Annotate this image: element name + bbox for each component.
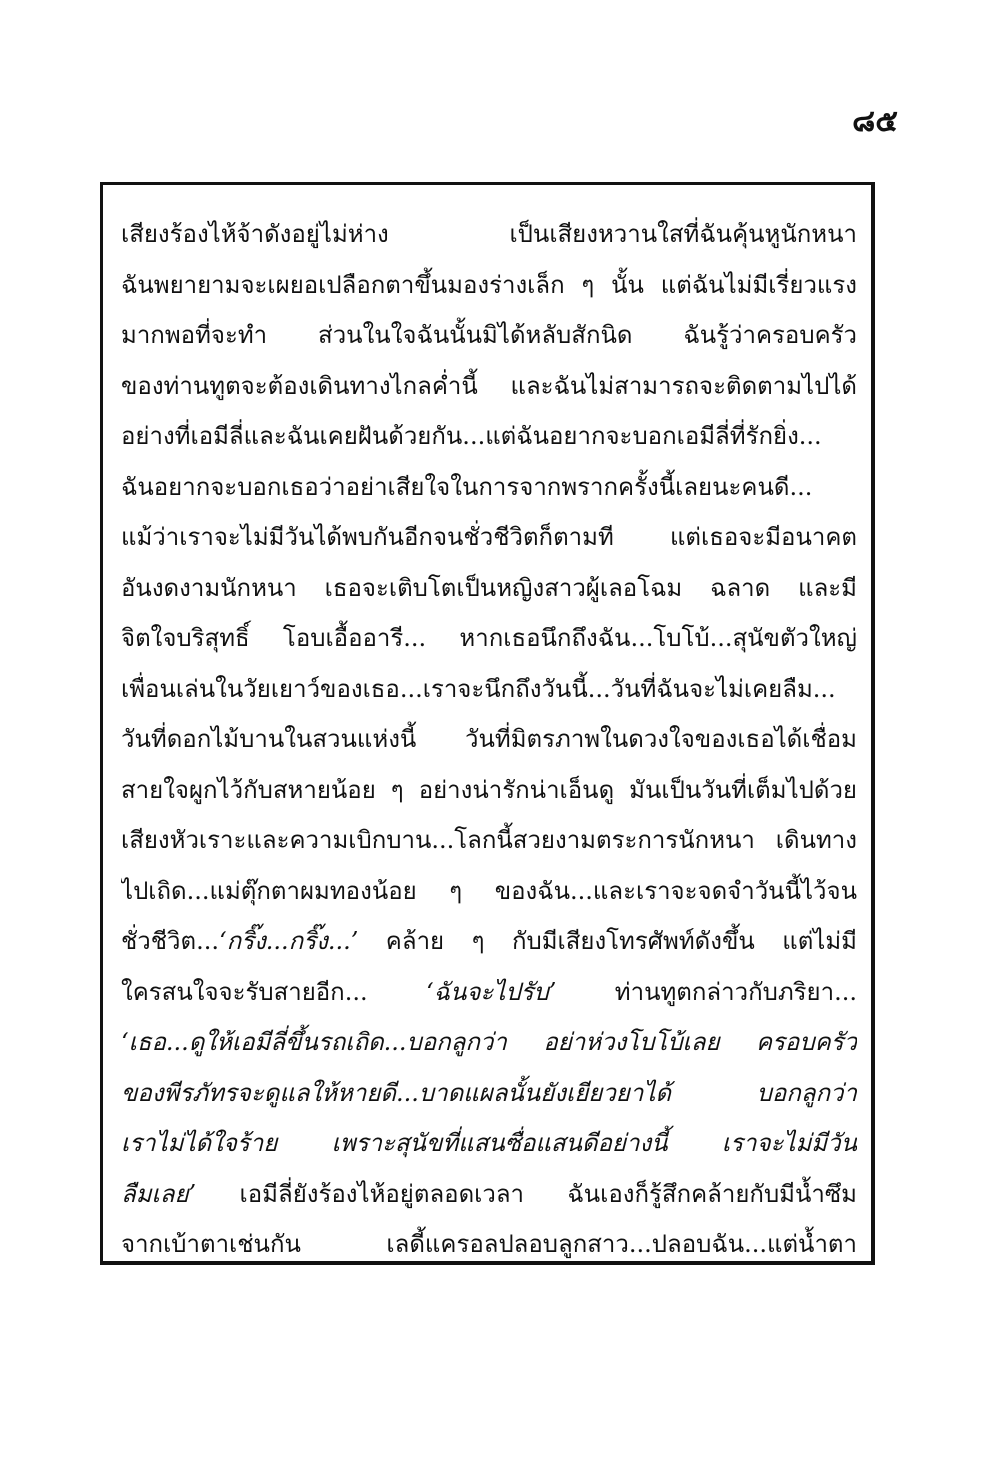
text-line (121, 1118, 857, 1169)
text-run: คล้าย ๆ กับมีเสียงโทรศัพท์ดังขึ้น แต่ไม่มี (358, 927, 857, 955)
text-line (121, 563, 857, 614)
text-run: ไปเถิด...แม่ตุ๊กตาผมทองน้อย ๆ ของฉัน...และเราจะจดจำวันนี้ไว้จน (121, 876, 857, 905)
text-run: ฉันพยายามจะเผยอเปลือกตาขึ้นมองร่างเล็ก ๆ นั้น แต่ฉันไม่มีเรี่ยวแรง (121, 270, 857, 299)
text-line (121, 815, 857, 866)
text-run: เพื่อนเล่นในวัยเยาว์ของเธอ...เราจะนึกถึงวันนี้...วันที่ฉันจะไม่เคยลืม... (121, 674, 836, 703)
text-run: เสียงหัวเราะและความเบิกบาน...โลกนี้สวยงามตระการนักหนา เดินทาง (121, 826, 857, 854)
text-run: ใครสนใจจะรับสายอีก... (121, 977, 426, 1006)
text-frame (100, 182, 875, 1265)
body-text (121, 209, 857, 1270)
text-line (121, 361, 857, 412)
text-line (121, 310, 857, 361)
text-run: จิตใจบริสุทธิ์ โอบเอื้ออารี... หากเธอนึกถึงฉัน...โบโบ้...สุนัขตัวใหญ่ (121, 624, 857, 652)
italic-text-run: ‘ฉันจะไปรับ’ (425, 977, 557, 1006)
text-line (121, 1068, 857, 1119)
text-line (121, 1017, 857, 1068)
text-line (121, 613, 857, 664)
text-line (121, 765, 857, 816)
text-line (121, 664, 857, 715)
text-run: ท่านทูตกล่าวกับภริยา... (556, 977, 857, 1006)
text-line (121, 866, 857, 917)
text-run: เอมีลี่ยังร้องไห้อยู่ตลอดเวลา ฉันเองก็รู้สึกคล้ายกับมีน้ำซึม (196, 1179, 857, 1208)
text-run: มากพอที่จะทำ ส่วนในใจฉันนั้นมิได้หลับสักนิด ฉันรู้ว่าครอบครัว (121, 321, 857, 349)
text-line (121, 209, 857, 260)
text-run: ของท่านทูตจะต้องเดินทางไกลค่ำนี้ และฉันไม่สามารถจะติดตามไปได้ (121, 371, 857, 400)
text-line (121, 512, 857, 563)
text-run: สายใจผูกไว้กับสหายน้อย ๆ อย่างน่ารักน่าเอ็นดู มันเป็นวันที่เต็มไปด้วย (121, 775, 857, 804)
text-run: อย่างที่เอมีลี่และฉันเคยฝันด้วยกัน...แต่ฉันอยากจะบอกเอมีลี่ที่รักยิ่ง... (121, 422, 822, 450)
text-run: ชั่วชีวิต... (121, 927, 220, 955)
text-run: วันที่ดอกไม้บานในสวนแห่งนี้ วันที่มิตรภาพในดวงใจของเธอได้เชื่อม (121, 725, 857, 753)
page-number: ๘๕ (852, 104, 898, 139)
text-run: อันงดงามนักหนา เธอจะเติบโตเป็นหญิงสาวผู้เลอโฉม ฉลาด และมี (121, 573, 857, 602)
italic-text-run: เราไม่ได้ใจร้าย เพราะสุนัขที่แสนซื่อแสนดีอย่างนี้ เราจะไม่มีวัน (121, 1129, 857, 1157)
text-run: แม้ว่าเราจะไม่มีวันได้พบกันอีกจนชั่วชีวิตก็ตามที แต่เธอจะมีอนาคต (121, 523, 857, 551)
text-run: เสียงร้องไห้จ้าดังอยู่ไม่ห่าง เป็นเสียงหวานใสที่ฉันคุ้นหูนักหนา (121, 220, 857, 248)
text-line (121, 1219, 857, 1270)
text-line (121, 260, 857, 311)
text-line (121, 714, 857, 765)
italic-text-run: ของพีรภัทรจะดูแลให้หายดี...บาดแผลนั้นยังเยียวยาได้ บอกลูกว่า (121, 1078, 857, 1107)
italic-text-run: ‘กริ๊ง...กริ๊ง...’ (219, 927, 359, 955)
text-line (121, 916, 857, 967)
italic-text-run: ‘เธอ...ดูให้เอมีลี่ขึ้นรถเถิด...บอกลูกว่า อย่าห่วงโบโบ้เลย ครอบครัว (121, 1028, 857, 1056)
text-run: จากเบ้าตาเช่นกัน เลดี้แครอลปลอบลูกสาว...ปลอบฉัน...แต่น้ำตา (121, 1230, 857, 1258)
text-line (121, 411, 857, 462)
text-run: ฉันอยากจะบอกเธอว่าอย่าเสียใจในการจากพรากครั้งนี้เลยนะคนดี... (121, 472, 813, 501)
italic-text-run: ลืมเลย’ (121, 1179, 197, 1208)
text-line (121, 462, 857, 513)
text-line (121, 967, 857, 1018)
text-line (121, 1169, 857, 1220)
